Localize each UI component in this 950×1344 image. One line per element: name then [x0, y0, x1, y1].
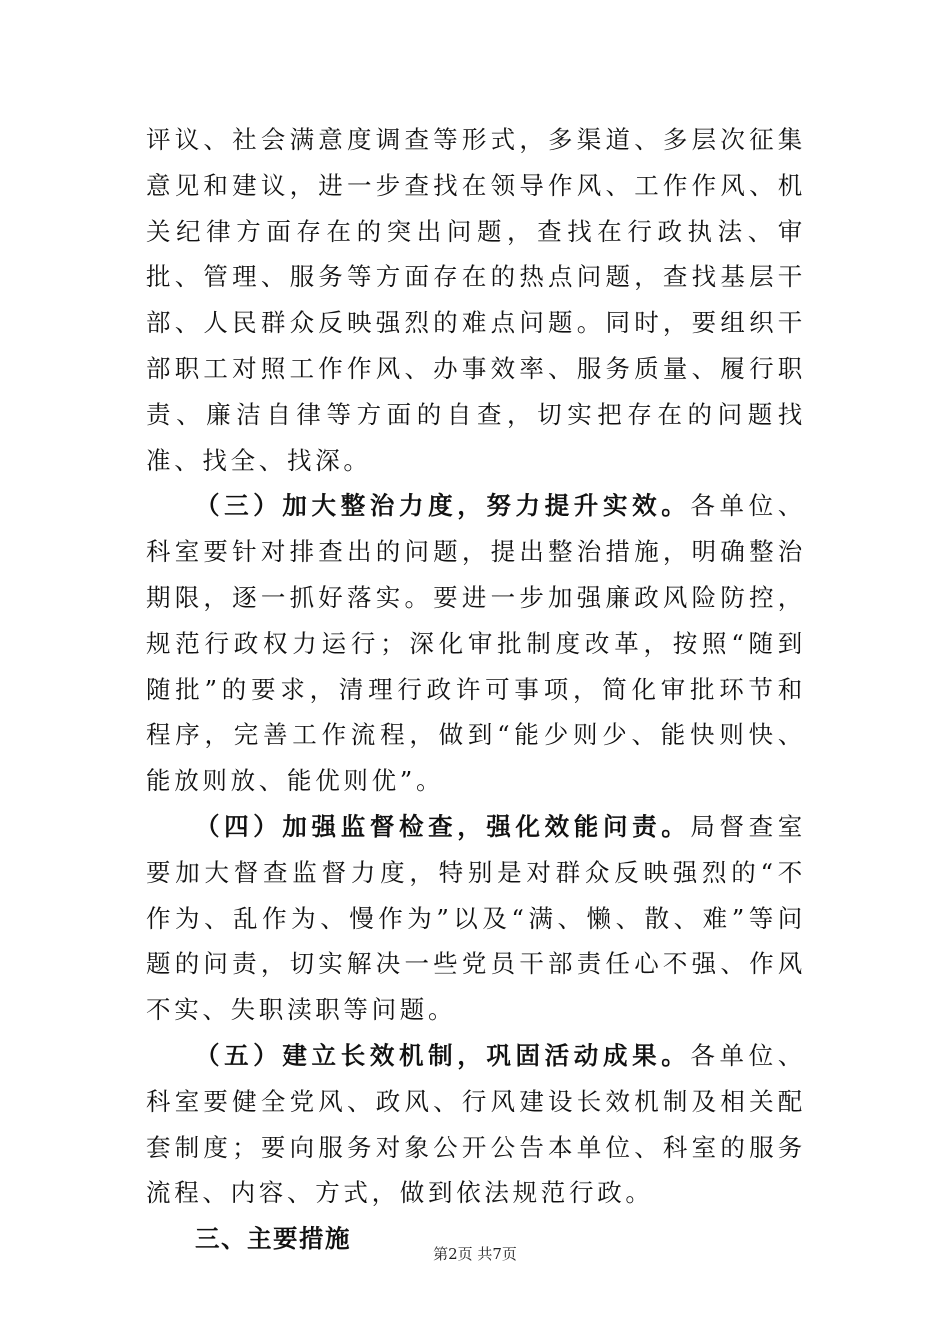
page-footer — [0, 1244, 950, 1264]
paragraph-section-4 — [146, 804, 806, 1033]
paragraph-text: 各单位、科室要健全党风、政风、行风建设长效机制及相关配套制度；要向服务对象公开公告本单位、科室的服务流程、内容、方式，做到依法规范行政。 — [146, 1040, 806, 1208]
paragraph-text: 评议、社会满意度调查等形式，多渠道、多层次征集意见和建议，进一步查找在领导作风、工作作风、机关纪律方面存在的突出问题，查找在行政执法、审批、管理、服务等方面存在的热点问题，查找基层干部、人民群众反映强烈的难点问题。同时，要组织干部职工对照工作作风、办事效率、服务质量、履行职责、廉洁自律等方面的自查，切实把存在的问题找准、找全、找深。 — [146, 125, 806, 475]
paragraph-text: 局督查室要加大督查监督力度，特别是对群众反映强烈的“不作为、乱作为、慢作为”以及“满、懒、散、难”等问题的问责，切实解决一些党员干部责任心不强、作风不实、失职渎职等问题。 — [146, 811, 806, 1025]
paragraph-lead: （五）建立长效机制，巩固活动成果。 — [195, 1040, 691, 1070]
page-number: 第2页 共7页 — [433, 1245, 517, 1263]
paragraph-lead: （四）加强监督检查，强化效能问责。 — [195, 811, 691, 841]
section-heading: 三、主要措施 — [195, 1224, 351, 1254]
paragraph-section-5 — [146, 1033, 806, 1216]
paragraph-lead: （三）加大整治力度，努力提升实效。 — [195, 491, 691, 521]
document-body — [146, 117, 806, 1262]
paragraph-continued — [146, 117, 806, 483]
paragraph-text: 各单位、科室要针对排查出的问题，提出整治措施，明确整治期限，逐一抓好落实。要进一步加强廉政风险防控，规范行政权力运行；深化审批制度改革，按照“随到随批”的要求，清理行政许可事项，简化审批环节和程序，完善工作流程，做到“能少则少、能快则快、能放则放、能优则优”。 — [146, 491, 806, 796]
paragraph-section-3 — [146, 483, 806, 804]
